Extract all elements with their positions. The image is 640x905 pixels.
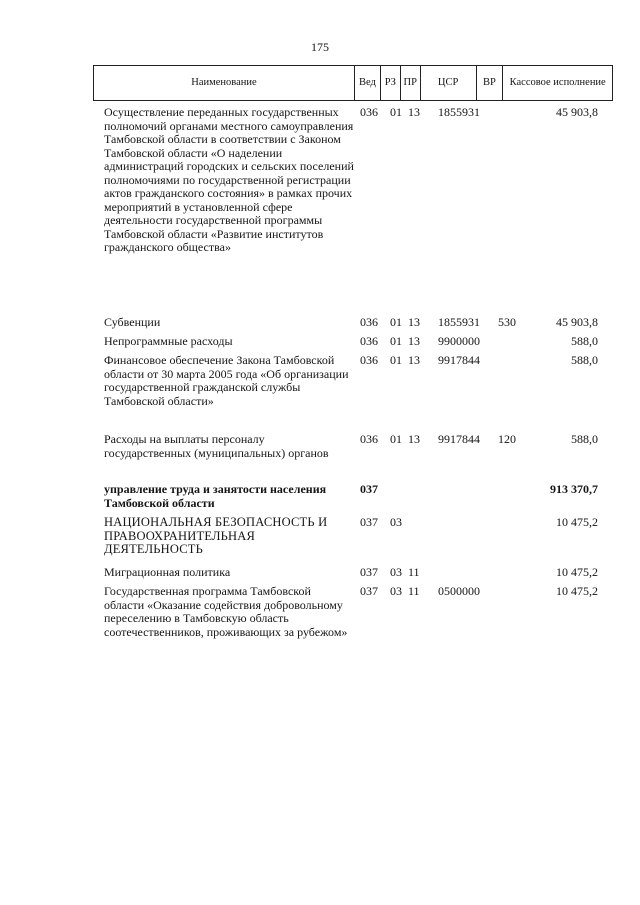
row-sum: 913 370,7 bbox=[550, 482, 598, 496]
row-pr: 11 bbox=[408, 565, 420, 579]
row-name: Субвенции bbox=[104, 315, 161, 329]
header-pr: ПР bbox=[401, 66, 421, 100]
row-csr: 0500000 bbox=[438, 584, 480, 598]
row-ved: 037 bbox=[360, 482, 378, 496]
table-header bbox=[93, 65, 613, 101]
header-vr: ВР bbox=[477, 66, 504, 100]
row-rz: 03 bbox=[390, 584, 402, 598]
page-number: 175 bbox=[311, 40, 329, 54]
header-sum: Кассовое исполнение bbox=[509, 76, 606, 88]
row-rz: 01 bbox=[390, 105, 402, 119]
row-ved: 036 bbox=[360, 432, 378, 446]
row-pr: 13 bbox=[408, 105, 420, 119]
row-name: НАЦИОНАЛЬНАЯ БЕЗОПАСНОСТЬ И ПРАВООХРАНИТЕЛЬНАЯ ДЕЯТЕЛЬНОСТЬ bbox=[104, 515, 328, 556]
row-rz: 03 bbox=[390, 515, 402, 529]
row-vr: 120 bbox=[498, 432, 516, 446]
row-sum: 45 903,8 bbox=[556, 315, 598, 329]
row-pr: 13 bbox=[408, 432, 420, 446]
row-sum: 10 475,2 bbox=[556, 584, 598, 598]
row-ved: 037 bbox=[360, 565, 378, 579]
row-sum: 588,0 bbox=[571, 334, 598, 348]
row-pr: 13 bbox=[408, 334, 420, 348]
row-vr: 530 bbox=[498, 315, 516, 329]
row-rz: 01 bbox=[390, 315, 402, 329]
row-name: Финансовое обеспечение Закона Тамбовской области от 30 марта 2005 года «Об организации государственной гражданской службы Тамбовской области» bbox=[104, 353, 349, 408]
row-ved: 037 bbox=[360, 584, 378, 598]
row-name: Государственная программа Тамбовской области «Оказание содействия добровольному переселению в Тамбовскую область соотечественников, проживающих за рубежом» bbox=[104, 584, 348, 639]
row-rz: 01 bbox=[390, 432, 402, 446]
row-ved: 037 bbox=[360, 515, 378, 529]
row-sum: 588,0 bbox=[571, 432, 598, 446]
header-rz: РЗ bbox=[381, 66, 401, 100]
row-sum: 45 903,8 bbox=[556, 105, 598, 119]
row-ved: 036 bbox=[360, 334, 378, 348]
row-ved: 036 bbox=[360, 105, 378, 119]
header-name: Наименование bbox=[94, 66, 355, 100]
header-ved: Вед bbox=[355, 66, 381, 100]
row-ved: 036 bbox=[360, 315, 378, 329]
row-name: Осуществление переданных государственных полномочий органами местного самоуправления Тамбовской области в соответствии с Законом Тамбовской области «О наделении администраций городских и сельских поселений полномочиями по государственной регистрации актов гражданского состояния» в рамках прочих мероприятий в установленной сфере деятельности государственной программы Тамбовской области «Развитие институтов гражданского общества» bbox=[104, 105, 354, 254]
row-csr: 9917844 bbox=[438, 353, 480, 367]
row-sum: 588,0 bbox=[571, 353, 598, 367]
row-rz: 01 bbox=[390, 334, 402, 348]
row-name: Миграционная политика bbox=[104, 565, 231, 579]
row-rz: 01 bbox=[390, 353, 402, 367]
row-sum: 10 475,2 bbox=[556, 565, 598, 579]
row-name: управление труда и занятости населения Тамбовской области bbox=[104, 482, 327, 510]
row-pr: 13 bbox=[408, 353, 420, 367]
row-name: Непрограммные расходы bbox=[104, 334, 233, 348]
row-sum: 10 475,2 bbox=[556, 515, 598, 529]
row-name: Расходы на выплаты персоналу государственных (муниципальных) органов bbox=[104, 432, 329, 460]
row-csr: 1855931 bbox=[438, 105, 480, 119]
row-csr: 9900000 bbox=[438, 334, 480, 348]
row-csr: 9917844 bbox=[438, 432, 480, 446]
row-pr: 13 bbox=[408, 315, 420, 329]
row-csr: 1855931 bbox=[438, 315, 480, 329]
row-rz: 03 bbox=[390, 565, 402, 579]
row-ved: 036 bbox=[360, 353, 378, 367]
header-csr: ЦСР bbox=[421, 66, 477, 100]
row-pr: 11 bbox=[408, 584, 420, 598]
